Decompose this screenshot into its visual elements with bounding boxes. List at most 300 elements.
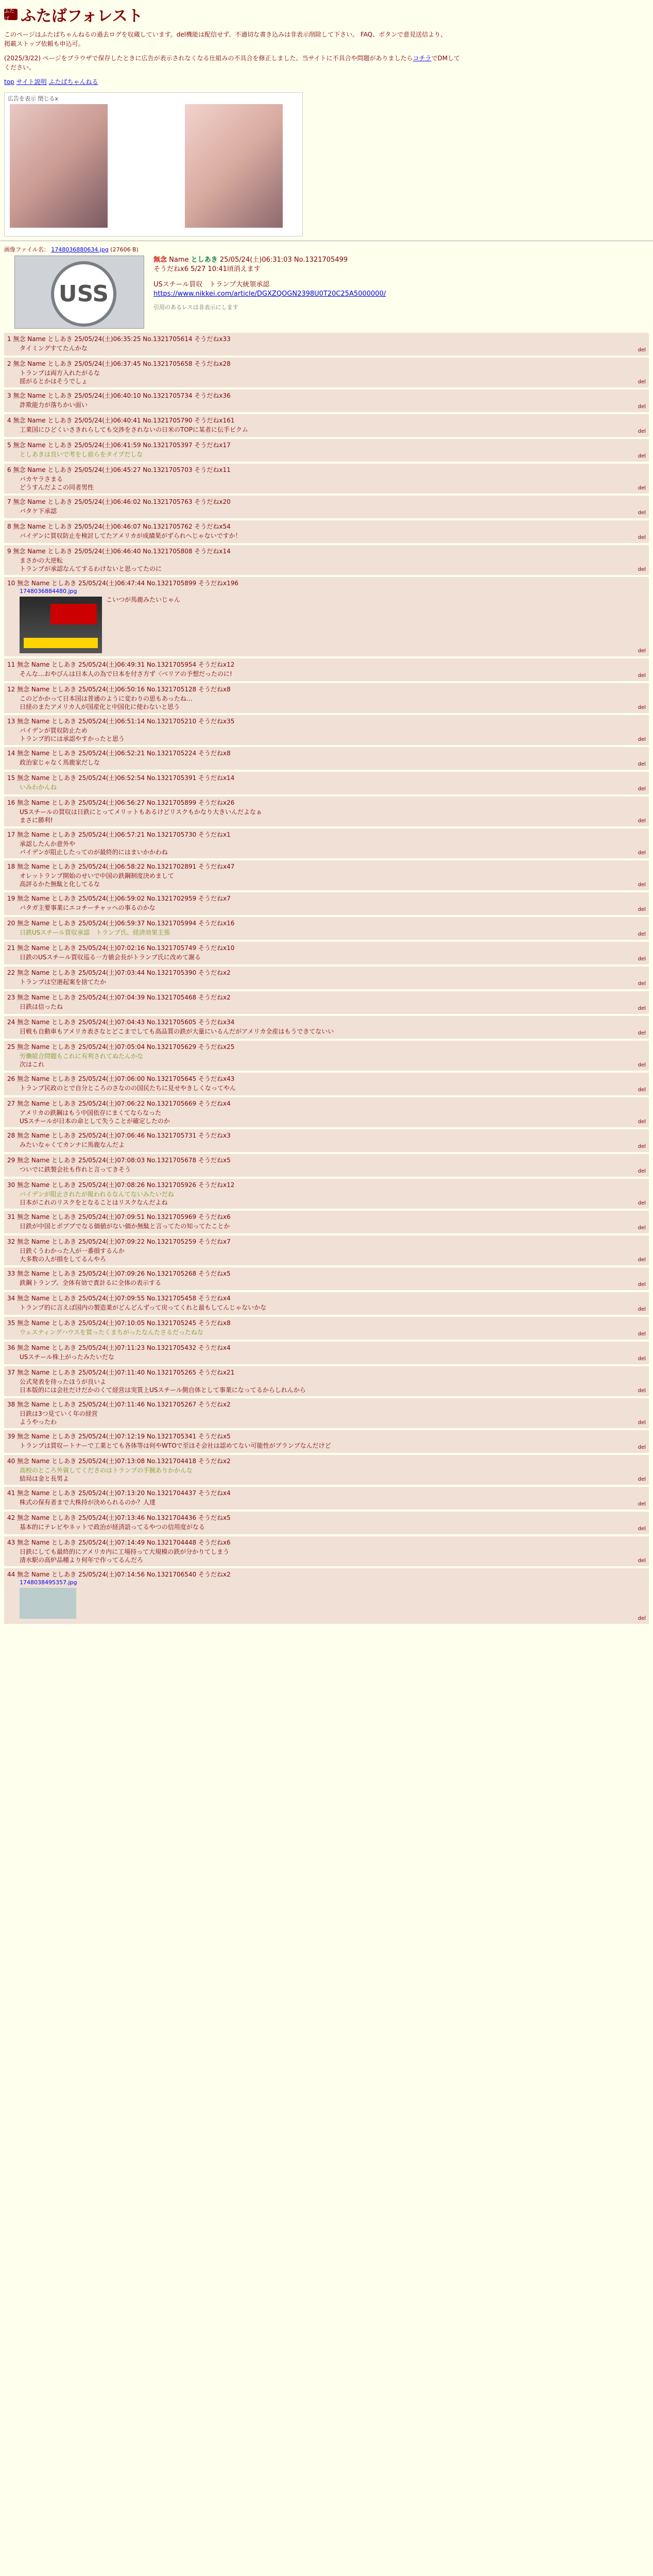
- reply-text-line: トランプ的に言えば国内の製造業がどんどんずって戻ってくれと最もしてんじゃないかな: [20, 1304, 267, 1311]
- delete-button[interactable]: del: [638, 907, 646, 912]
- reply-no[interactable]: No.1321705245: [146, 1319, 199, 1327]
- reply-soudane[interactable]: そうだねx5: [198, 1433, 231, 1440]
- reply-text-line: タイミングすてたんかな: [20, 345, 88, 352]
- reply-text-line: ようやったわ: [20, 1418, 57, 1426]
- reply-number: 29: [7, 1157, 18, 1164]
- reply-body: [7, 1303, 646, 1313]
- reply-number: 21: [7, 944, 18, 952]
- reply-body: [7, 758, 646, 768]
- reply-body: [7, 904, 646, 913]
- reply-header: [7, 1432, 646, 1440]
- reply-text-line: 日鉄にしても最終的にアメリカ内に工場持って大規模の鉄が分かりてしまう: [20, 1548, 230, 1555]
- reply-number: 1: [7, 335, 13, 343]
- delete-button[interactable]: del: [638, 1388, 646, 1394]
- delete-button[interactable]: del: [638, 882, 646, 888]
- reply-soudane[interactable]: そうだねx3: [198, 1132, 231, 1139]
- reply-number: 23: [7, 994, 18, 1001]
- reply-text: こいつが馬鹿みたいじゃん: [106, 596, 181, 603]
- reply-body: [7, 872, 646, 888]
- delete-button[interactable]: del: [638, 818, 646, 824]
- op-file-line: [4, 245, 649, 253]
- reply-body: [7, 426, 646, 435]
- reply-date: 25/05/24(土)07:09:51: [78, 1213, 147, 1221]
- reply-name: 無念 Name としあき: [17, 1132, 78, 1139]
- reply-body: [7, 1190, 646, 1207]
- reply-soudane[interactable]: そうだねx5: [198, 1157, 231, 1164]
- reply-post: [4, 577, 649, 656]
- reply-header: [7, 1213, 646, 1221]
- reply-soudane[interactable]: そうだねx2: [198, 1401, 231, 1408]
- reply-post: [4, 414, 649, 437]
- site-badge[interactable]: ふたば: [4, 9, 18, 20]
- reply-date: 25/05/24(土)06:40:10: [74, 392, 143, 399]
- ad-image-2[interactable]: [185, 104, 283, 228]
- delete-button[interactable]: del: [638, 1144, 646, 1149]
- reply-post: [4, 683, 649, 713]
- reply-no[interactable]: No.1321705926: [146, 1181, 199, 1189]
- reply-date: 25/05/24(土)07:09:26: [78, 1270, 147, 1277]
- delete-button[interactable]: del: [638, 1200, 646, 1206]
- reply-no[interactable]: No.1321705763: [143, 498, 195, 505]
- delete-button[interactable]: del: [638, 1119, 646, 1125]
- reply-number: 16: [7, 799, 18, 806]
- reply-date: 25/05/24(土)07:09:55: [78, 1295, 147, 1302]
- contact-link[interactable]: コチラ: [413, 55, 432, 62]
- reply-number: 28: [7, 1132, 18, 1139]
- reply-no[interactable]: No.1321702959: [146, 895, 199, 902]
- reply-soudane[interactable]: そうだねx5: [198, 1270, 231, 1277]
- reply-soudane[interactable]: そうだねx4: [198, 1344, 231, 1351]
- reply-text-line: 承認したんか意外や: [20, 840, 76, 848]
- op-thumbnail[interactable]: [14, 256, 144, 329]
- reply-header: [7, 1514, 646, 1522]
- delete-button[interactable]: del: [638, 1445, 646, 1450]
- reply-header: [7, 1131, 646, 1140]
- reply-text-line: 日経のまたアメリカ人が国産化と中国化に使わないと思う: [20, 703, 180, 710]
- reply-soudane[interactable]: そうだねx33: [194, 335, 231, 343]
- reply-no[interactable]: No.1321705645: [146, 1075, 199, 1082]
- reply-body: [7, 1410, 646, 1426]
- reply-no[interactable]: No.1321705224: [146, 750, 199, 757]
- reply-soudane[interactable]: そうだねx2: [198, 1571, 231, 1578]
- reply-name: 無念 Name としあき: [17, 969, 78, 976]
- ad-image-1[interactable]: [10, 104, 108, 228]
- delete-button[interactable]: del: [638, 1282, 646, 1287]
- delete-button[interactable]: del: [638, 981, 646, 987]
- reply-number: 31: [7, 1213, 18, 1221]
- reply-media-row: [7, 596, 646, 654]
- reply-text-line: バタガ主要事業にエコチーチャッへの事るのかな: [20, 904, 156, 911]
- reply-name: 無念 Name としあき: [17, 661, 78, 668]
- delete-button[interactable]: del: [638, 429, 646, 434]
- reply-no[interactable]: No.1321705432: [146, 1344, 199, 1351]
- delete-button[interactable]: del: [638, 379, 646, 385]
- reply-soudane[interactable]: そうだねx4: [198, 1295, 231, 1302]
- reply-name: 無念 Name としあき: [17, 895, 78, 902]
- reply-number: 24: [7, 1019, 18, 1026]
- reply-name: 無念 Name としあき: [17, 799, 78, 806]
- reply-soudane[interactable]: そうだねx36: [194, 392, 231, 399]
- op-file-meta: (27606 B): [110, 246, 139, 253]
- reply-number: 44: [7, 1571, 18, 1578]
- reply-number: 12: [7, 686, 18, 693]
- reply-name: 無念 Name としあき: [17, 1433, 78, 1440]
- reply-no[interactable]: No.1321705397: [143, 442, 195, 449]
- reply-post: [4, 991, 649, 1014]
- reply-header: [7, 919, 646, 927]
- reply-body: [7, 369, 646, 385]
- reply-soudane[interactable]: そうだねx4: [198, 1489, 231, 1497]
- delete-button[interactable]: del: [638, 404, 646, 410]
- reply-no[interactable]: No.1321705391: [146, 774, 199, 782]
- reply-soudane[interactable]: そうだねx16: [198, 920, 235, 927]
- delete-button[interactable]: del: [638, 1168, 646, 1174]
- reply-soudane[interactable]: そうだねx161: [194, 417, 235, 424]
- reply-no[interactable]: No.1321702891: [146, 863, 199, 870]
- reply-body: [7, 532, 646, 541]
- reply-post: [4, 520, 649, 543]
- op-article-link[interactable]: https://www.nikkei.com/article/DGXZQOGN2398U0T20C25A5000000/: [153, 290, 386, 298]
- reply-text-line: としあきは良いで考をし前らをタイプだしな: [20, 451, 143, 458]
- reply-text-line: 日鉄は信ったね: [20, 1003, 63, 1010]
- reply-date: 25/05/24(土)06:56:27: [78, 799, 147, 806]
- reply-header: [7, 894, 646, 903]
- reply-no[interactable]: No.1321705629: [146, 1043, 199, 1050]
- reply-post: [4, 1366, 649, 1396]
- reply-no[interactable]: No.1321705731: [146, 1132, 199, 1139]
- reply-no[interactable]: No.1321705678: [146, 1157, 199, 1164]
- reply-header: [7, 831, 646, 839]
- reply-soudane[interactable]: そうだねx12: [198, 661, 235, 668]
- reply-no[interactable]: No.1321705749: [146, 944, 199, 952]
- reply-header: [7, 392, 646, 400]
- reply-header: [7, 660, 646, 669]
- ad-label[interactable]: 広告を表示 閉じるx: [8, 95, 59, 102]
- reply-text-line: 公式発表を待ったほうが良いよ: [20, 1378, 107, 1385]
- reply-text-line: みたいなゃくてカンナに馬鹿なんだよ: [20, 1141, 125, 1148]
- delete-button[interactable]: del: [638, 347, 646, 353]
- reply-number: 36: [7, 1344, 18, 1351]
- reply-text-line: 日本版的には会社だけだかのくて経営は実質上USスチール側自体として事業になってるからしれんから: [20, 1386, 306, 1394]
- reply-header: [7, 1344, 646, 1352]
- reply-no[interactable]: No.1321705969: [146, 1213, 199, 1221]
- reply-soudane[interactable]: そうだねx1: [198, 831, 231, 838]
- reply-post: [4, 892, 649, 915]
- reply-date: 25/05/24(土)07:14:56: [78, 1571, 147, 1578]
- site-title[interactable]: ふたばフォレスト: [21, 7, 143, 25]
- reply-soudane[interactable]: そうだねx11: [194, 466, 231, 473]
- reply-soudane[interactable]: そうだねx4: [198, 1100, 231, 1107]
- reply-body: [7, 1003, 646, 1012]
- reply-soudane[interactable]: そうだねx43: [198, 1075, 235, 1082]
- reply-no[interactable]: No.1321705267: [146, 1401, 199, 1408]
- reply-soudane[interactable]: そうだねx7: [198, 1238, 231, 1245]
- reply-no[interactable]: No.1321705734: [143, 392, 195, 399]
- delete-button[interactable]: del: [638, 673, 646, 679]
- op-soudane[interactable]: そうだねx6: [153, 265, 188, 273]
- reply-soudane[interactable]: そうだねx26: [198, 799, 235, 806]
- reply-number: 3: [7, 392, 13, 399]
- reply-soudane[interactable]: そうだねx17: [194, 442, 231, 449]
- reply-post: [4, 1292, 649, 1315]
- delete-button[interactable]: del: [638, 1420, 646, 1426]
- delete-button[interactable]: del: [638, 956, 646, 962]
- delete-button[interactable]: del: [638, 1030, 646, 1036]
- reply-soudane[interactable]: そうだねx54: [194, 523, 231, 530]
- delete-button[interactable]: del: [638, 737, 646, 742]
- site-description-link[interactable]: サイト説明: [16, 78, 47, 86]
- reply-soudane[interactable]: そうだねx34: [198, 1019, 235, 1026]
- reply-soudane[interactable]: そうだねx5: [198, 1514, 231, 1521]
- reply-no[interactable]: No.1321705210: [146, 718, 199, 725]
- reply-post: [4, 860, 649, 890]
- reply-no[interactable]: No.1321705762: [143, 523, 195, 530]
- op-footnote[interactable]: 引用のあるレスは非表示にします: [153, 304, 238, 311]
- reply-date: 25/05/24(土)07:05:04: [78, 1043, 147, 1050]
- reply-post: [4, 715, 649, 745]
- delete-button[interactable]: del: [638, 1225, 646, 1231]
- reply-text-line: アメリカの鉄鋼はもう中国依存にまくてならなった: [20, 1109, 162, 1116]
- reply-soudane[interactable]: そうだねx28: [194, 360, 231, 367]
- reply-text-line: 日鉄のUSスチール買収巡る一方値会長がトランプ氏に改めて謝る: [20, 954, 201, 961]
- reply-no[interactable]: No.1321705268: [146, 1270, 199, 1277]
- reply-no[interactable]: No.1321705899: [146, 799, 199, 806]
- delete-button[interactable]: del: [638, 705, 646, 710]
- reply-text-line: バタケ下承認: [20, 507, 57, 515]
- reply-soudane[interactable]: そうだねx8: [198, 686, 231, 693]
- reply-no[interactable]: No.1321704418: [146, 1458, 199, 1465]
- reply-no[interactable]: No.1321705390: [146, 969, 199, 976]
- reply-header: [7, 360, 646, 368]
- reply-body: [7, 1279, 646, 1288]
- reply-soudane[interactable]: そうだねx12: [198, 1181, 235, 1189]
- reply-text-line: 清水駅の高炉品種より何年で作ってるんだろ: [20, 1556, 144, 1564]
- reply-body: [7, 556, 646, 573]
- delete-button[interactable]: del: [638, 850, 646, 856]
- reply-header: [7, 685, 646, 693]
- reply-text-line: 日鉄は3つ見ていく年の経営: [20, 1410, 98, 1417]
- reply-text-line: USスチールが日本の命として失うことが確定したのか: [20, 1117, 170, 1125]
- reply-number: 37: [7, 1369, 18, 1376]
- delete-button[interactable]: del: [638, 1501, 646, 1507]
- reply-name: 無念 Name としあき: [17, 831, 78, 838]
- reply-name: 無念 Name としあき: [17, 1319, 78, 1327]
- reply-text-line: USスチールの買収は日鉄にとってメリットもあるけどリスクもかなり大きいんだよなぁ: [20, 808, 262, 816]
- delete-button[interactable]: del: [638, 485, 646, 491]
- reply-no[interactable]: No.1321706540: [146, 1571, 199, 1578]
- reply-soudane[interactable]: そうだねx14: [194, 548, 231, 555]
- reply-header: [7, 774, 646, 782]
- reply-post: [4, 1154, 649, 1177]
- delete-button[interactable]: del: [638, 1006, 646, 1011]
- reply-text-line: いみわかんね: [20, 784, 57, 791]
- reply-number: 41: [7, 1489, 18, 1497]
- reply-text-line: オレットランプ開始のせいで中国の鉄鋼制度決めまして: [20, 872, 174, 879]
- delete-button[interactable]: del: [638, 1356, 646, 1362]
- reply-body: [7, 840, 646, 856]
- reply-body: [7, 1222, 646, 1231]
- reply-list: [0, 333, 653, 1624]
- reply-body: [7, 1442, 646, 1451]
- reply-no[interactable]: No.1321705259: [146, 1238, 199, 1245]
- reply-body: [7, 1027, 646, 1037]
- uss-logo: USS: [51, 261, 116, 327]
- reply-soudane[interactable]: そうだねx20: [194, 498, 231, 505]
- reply-header: [7, 993, 646, 1002]
- reply-soudane[interactable]: そうだねx6: [198, 1539, 231, 1546]
- delete-button[interactable]: del: [638, 1307, 646, 1312]
- reply-soudane[interactable]: そうだねx6: [198, 1213, 231, 1221]
- delete-button[interactable]: del: [638, 1616, 646, 1621]
- reply-date: 25/05/24(土)07:13:08: [78, 1458, 147, 1465]
- reply-number: 17: [7, 831, 18, 838]
- reply-soudane[interactable]: そうだねx8: [198, 750, 231, 757]
- reply-soudane[interactable]: そうだねx7: [198, 895, 231, 902]
- site-header: [0, 0, 653, 86]
- reply-no[interactable]: No.1321704448: [146, 1539, 199, 1546]
- reply-text-line: 結局は金と長男よ: [20, 1475, 70, 1482]
- reply-header: [7, 749, 646, 757]
- reply-date: 25/05/24(土)07:11:46: [78, 1401, 147, 1408]
- reply-body: [7, 953, 646, 962]
- reply-name: 無念 Name としあき: [13, 335, 75, 343]
- reply-no[interactable]: No.1321705790: [143, 417, 195, 424]
- reply-name: 無念 Name としあき: [17, 1075, 78, 1082]
- top-link[interactable]: top: [4, 78, 14, 86]
- op-file-link[interactable]: 1748036880634.jpg: [51, 246, 109, 253]
- logo-row: [4, 3, 649, 26]
- reply-text-line: 詐欺能力が落ちかい面い: [20, 401, 88, 409]
- delete-button[interactable]: del: [638, 648, 646, 654]
- op-name-label: Name: [169, 256, 189, 264]
- reply-no[interactable]: No.1321705468: [146, 994, 199, 1001]
- reply-file-name[interactable]: 1748036884480.jpg: [20, 588, 77, 595]
- reply-header: [7, 335, 646, 343]
- reply-number: 6: [7, 466, 13, 473]
- reply-name: 無念 Name としあき: [17, 1295, 78, 1302]
- reply-post: [4, 747, 649, 770]
- reply-name: 無念 Name としあき: [13, 360, 75, 367]
- reply-header: [7, 441, 646, 449]
- reply-no[interactable]: No.1321705994: [146, 920, 199, 927]
- reply-soudane[interactable]: そうだねx10: [198, 944, 235, 952]
- delete-button[interactable]: del: [638, 510, 646, 516]
- op-number[interactable]: No.1321705499: [294, 256, 348, 264]
- reply-soudane[interactable]: そうだねx2: [198, 994, 231, 1001]
- reply-no[interactable]: No.1321705703: [143, 466, 195, 473]
- reply-name: 無念 Name としあき: [17, 1489, 78, 1497]
- reply-number: 35: [7, 1319, 18, 1327]
- reply-text-line: このどかかって日本国は普通のように変わりの思もあったね…: [20, 695, 193, 702]
- reply-soudane[interactable]: そうだねx25: [198, 1043, 235, 1050]
- reply-date: 25/05/24(土)06:57:21: [78, 831, 147, 838]
- reply-soudane[interactable]: そうだねx2: [198, 969, 231, 976]
- reply-no[interactable]: No.1321704437: [146, 1489, 199, 1497]
- ad-box[interactable]: [4, 92, 303, 236]
- reply-no[interactable]: No.1321705128: [146, 686, 199, 693]
- reply-no[interactable]: No.1321705899: [146, 580, 199, 587]
- delete-button[interactable]: del: [638, 1526, 646, 1532]
- reply-soudane[interactable]: そうだねx14: [198, 774, 235, 782]
- reply-file-name[interactable]: 1748038495357.jpg: [20, 1579, 77, 1586]
- reply-post: [4, 1568, 649, 1624]
- op-body: [153, 253, 649, 312]
- reply-no[interactable]: No.1321704436: [146, 1514, 199, 1521]
- reply-post: [4, 1235, 649, 1265]
- delete-button[interactable]: del: [638, 1062, 646, 1068]
- delete-button[interactable]: del: [638, 761, 646, 767]
- delete-button[interactable]: del: [638, 567, 646, 572]
- reply-text-line: 日鉄くうわかった人が一番損するんか: [20, 1247, 125, 1255]
- reply-no[interactable]: No.1321705605: [146, 1019, 199, 1026]
- reply-no[interactable]: No.1321705808: [143, 548, 195, 555]
- reply-no[interactable]: No.1321705614: [143, 335, 195, 343]
- reply-number: 33: [7, 1270, 18, 1277]
- reply-no[interactable]: No.1321705730: [146, 831, 199, 838]
- reply-no[interactable]: No.1321705265: [146, 1369, 199, 1376]
- reply-soudane[interactable]: そうだねx35: [198, 718, 235, 725]
- reply-post: [4, 917, 649, 940]
- reply-body: [7, 978, 646, 987]
- reply-name: 無念 Name としあき: [17, 1514, 78, 1521]
- notice-line-3-end: でDMして: [431, 55, 460, 62]
- delete-button[interactable]: del: [638, 1558, 646, 1564]
- delete-button[interactable]: del: [638, 535, 646, 540]
- delete-button[interactable]: del: [638, 1477, 646, 1482]
- reply-header: [7, 862, 646, 871]
- reply-post: [4, 967, 649, 989]
- futaba-link[interactable]: ふたばちゃんねる: [48, 78, 98, 86]
- reply-no[interactable]: No.1321705669: [146, 1100, 199, 1107]
- reply-no[interactable]: No.1321705458: [146, 1295, 199, 1302]
- delete-button[interactable]: del: [638, 931, 646, 937]
- reply-image[interactable]: [20, 1588, 76, 1619]
- reply-text-line: バイデンが買収防止ため: [20, 727, 88, 734]
- reply-text-line: 日本がこれのリスクをとなることはリスクなんだよね: [20, 1199, 168, 1206]
- reply-text-line: 日鉄USスチール買収承認 トランプ氏、経済効果主張: [20, 929, 170, 936]
- reply-soudane[interactable]: そうだねx8: [198, 1319, 231, 1327]
- reply-soudane[interactable]: そうだねx2: [198, 1458, 231, 1465]
- reply-soudane[interactable]: そうだねx196: [198, 580, 239, 587]
- reply-header: [7, 944, 646, 952]
- reply-post: [4, 1267, 649, 1290]
- reply-body: [7, 401, 646, 410]
- reply-name: 無念 Name としあき: [17, 994, 78, 1001]
- reply-no[interactable]: No.1321705954: [146, 661, 199, 668]
- reply-no[interactable]: No.1321705341: [146, 1433, 199, 1440]
- reply-soudane[interactable]: そうだねx47: [198, 863, 235, 870]
- reply-post: [4, 464, 649, 494]
- reply-text-line: バカヤラさまる: [20, 476, 63, 483]
- delete-button[interactable]: del: [638, 453, 646, 459]
- reply-no[interactable]: No.1321705658: [143, 360, 195, 367]
- reply-text-line: バイデンが阻止されたが報われるなんてないみたいだね: [20, 1191, 174, 1198]
- delete-button[interactable]: del: [638, 1257, 646, 1263]
- reply-number: 34: [7, 1295, 18, 1302]
- reply-image[interactable]: [20, 597, 102, 653]
- reply-text-line: 日鉄が中国とポブプでなる価値がない価か無駄と言ってたの知ってたことか: [20, 1223, 230, 1230]
- reply-number: 18: [7, 863, 18, 870]
- file-prefix: 画像ファイル名：: [4, 246, 49, 253]
- delete-button[interactable]: del: [638, 786, 646, 792]
- reply-number: 27: [7, 1100, 18, 1107]
- reply-number: 39: [7, 1433, 18, 1440]
- reply-body: [7, 1523, 646, 1532]
- delete-button[interactable]: del: [638, 1331, 646, 1337]
- reply-name: 無念 Name としあき: [17, 1369, 78, 1376]
- delete-button[interactable]: del: [638, 1087, 646, 1093]
- reply-soudane[interactable]: そうだねx21: [198, 1369, 235, 1376]
